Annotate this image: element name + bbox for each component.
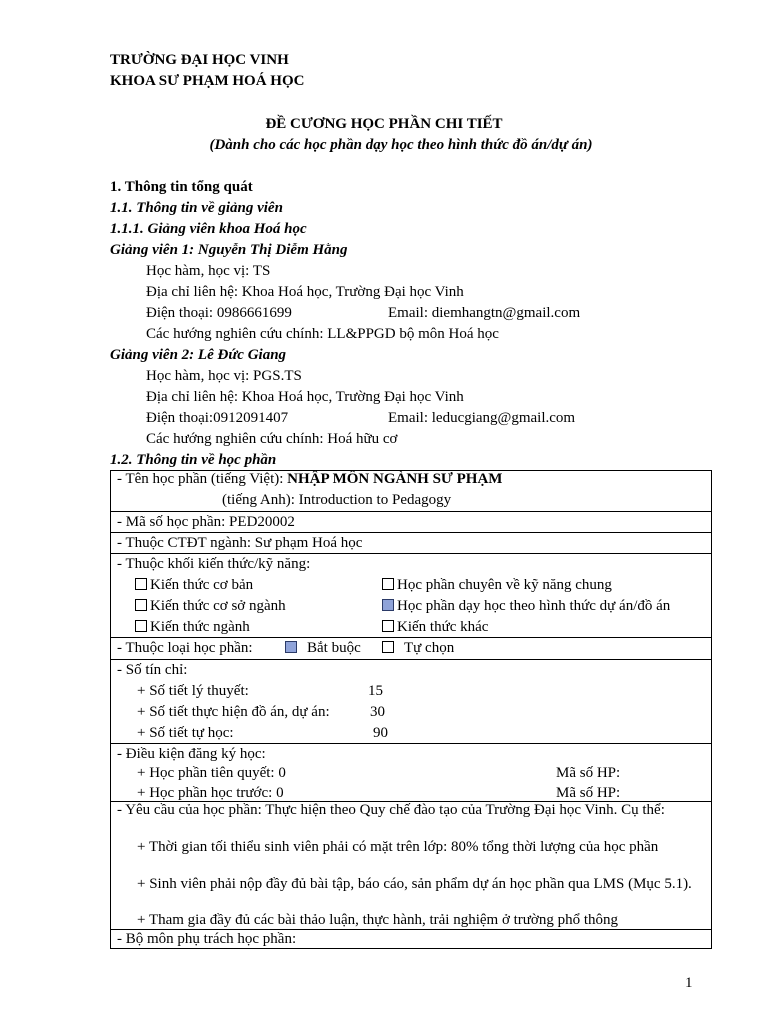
- lecturer-1-phone: Điện thoại: 0986661699: [146, 305, 292, 321]
- lecturer-2-degree: Học hàm, học vị: PGS.TS: [146, 368, 302, 384]
- knowledge-project-label: Học phần dạy học theo hình thức dự án/đồ án: [397, 598, 671, 614]
- knowledge-other-option: [382, 617, 488, 637]
- section-general-info: 1. Thông tin tổng quát: [110, 179, 253, 195]
- course-type-label: - Thuộc loại học phần:: [117, 640, 253, 656]
- knowledge-project-option: [382, 596, 670, 616]
- lecturer-2-heading: Giảng viên 2: Lê Đức Giang: [110, 347, 287, 363]
- knowledge-basic-label: Kiến thức cơ bản: [150, 577, 254, 593]
- knowledge-block-label: - Thuộc khối kiến thức/kỹ năng:: [117, 556, 311, 572]
- course-type-required-option: [285, 638, 361, 658]
- course-type-required-label: Bắt buộc: [307, 640, 361, 656]
- registration-label: - Điều kiện đăng ký học:: [117, 746, 266, 762]
- table-row-program: [110, 532, 712, 554]
- requirements-submission: + Sinh viên phải nộp đầy đủ bài tập, báo cáo, sản phẩm dự án học phần qua LMS (Mục 5.1).: [137, 876, 692, 892]
- lecturer-1-heading: Giảng viên 1: Nguyễn Thị Diễm Hằng: [110, 242, 348, 258]
- table-row-course-type: [110, 637, 712, 660]
- knowledge-major-checkbox[interactable]: [135, 620, 147, 632]
- credits-theory-value: 15: [368, 683, 383, 699]
- credits-project-label: + Số tiết thực hiện đồ án, dự án:: [137, 704, 330, 720]
- table-row-department: [110, 929, 712, 949]
- knowledge-skills-option: [382, 575, 612, 595]
- registration-prereq: + Học phần tiên quyết: 0: [137, 765, 286, 781]
- course-name-en: [222, 490, 451, 510]
- section-faculty-lecturers: 1.1.1. Giảng viên khoa Hoá học: [110, 221, 307, 237]
- course-program: - Thuộc CTĐT ngành: Sư phạm Hoá học: [117, 535, 363, 551]
- knowledge-foundation-checkbox[interactable]: [135, 599, 147, 611]
- lecturer-1-research: Các hướng nghiên cứu chính: LL&PPGD bộ môn Hoá học: [146, 326, 499, 342]
- course-type-required-checkbox[interactable]: [285, 641, 297, 653]
- knowledge-basic-option: [135, 575, 253, 595]
- knowledge-skills-label: Học phần chuyên về kỹ năng chung: [397, 577, 612, 593]
- course-type-elective-checkbox[interactable]: [382, 641, 394, 653]
- lecturer-1-degree: Học hàm, học vị: TS: [146, 263, 271, 279]
- knowledge-major-option: [135, 617, 250, 637]
- registration-prereq-code: Mã số HP:: [556, 765, 621, 781]
- knowledge-foundation-label: Kiến thức cơ sở ngành: [150, 598, 286, 614]
- section-lecturer-info: 1.1. Thông tin về giảng viên: [110, 200, 283, 216]
- table-row-knowledge-block: [110, 553, 712, 638]
- table-row-course-name: [110, 470, 712, 512]
- document-title: ĐỀ CƯƠNG HỌC PHẦN CHI TIẾT: [265, 116, 503, 132]
- knowledge-other-checkbox[interactable]: [382, 620, 394, 632]
- course-name-en-value: Introduction to Pedagogy: [298, 492, 452, 508]
- requirements-attendance: + Thời gian tối thiểu sinh viên phải có mặt trên lớp: 80% tổng thời lượng của học phần: [137, 839, 659, 855]
- credits-theory-label: + Số tiết lý thuyết:: [137, 683, 249, 699]
- course-type-elective-label: Tự chọn: [404, 640, 455, 656]
- lecturer-2-address: Địa chỉ liên hệ: Khoa Hoá học, Trường Đại học Vinh: [146, 389, 464, 405]
- knowledge-foundation-option: [135, 596, 286, 616]
- table-row-course-code: [110, 511, 712, 533]
- course-code: - Mã số học phần: PED20002: [117, 514, 295, 530]
- lecturer-1-address: Địa chỉ liên hệ: Khoa Hoá học, Trường Đại học Vinh: [146, 284, 464, 300]
- table-row-requirements: [110, 801, 712, 930]
- credits-self-value: 90: [373, 725, 388, 741]
- lecturer-2-phone: Điện thoại:0912091407: [146, 410, 289, 426]
- course-name-en-label: (tiếng Anh):: [222, 492, 299, 508]
- course-name-vi: [117, 469, 502, 489]
- faculty-name: KHOA SƯ PHẠM HOÁ HỌC: [110, 73, 305, 89]
- requirements-participation: + Tham gia đầy đủ các bài thảo luận, thực hành, trải nghiệm ở trường phổ thông: [137, 912, 619, 928]
- registration-before-code: Mã số HP:: [556, 785, 621, 801]
- lecturer-2-email: Email: leducgiang@gmail.com: [388, 410, 576, 426]
- credits-self-label: + Số tiết tự học:: [137, 725, 234, 741]
- course-name-vi-value: NHẬP MÔN NGÀNH SƯ PHẠM: [287, 471, 503, 487]
- knowledge-skills-checkbox[interactable]: [382, 578, 394, 590]
- knowledge-major-label: Kiến thức ngành: [150, 619, 250, 635]
- course-type-elective-option: [382, 638, 454, 658]
- table-row-credits: [110, 659, 712, 744]
- knowledge-other-label: Kiến thức khác: [397, 619, 489, 635]
- section-course-info: 1.2. Thông tin về học phần: [110, 452, 277, 468]
- credits-project-value: 30: [370, 704, 385, 720]
- lecturer-2-research: Các hướng nghiên cứu chính: Hoá hữu cơ: [146, 431, 398, 447]
- document-subtitle: (Dành cho các học phần dạy học theo hình thức đồ án/dự án): [209, 137, 593, 153]
- department-label: - Bộ môn phụ trách học phần:: [117, 931, 297, 947]
- registration-before: + Học phần học trước: 0: [137, 785, 284, 801]
- knowledge-basic-checkbox[interactable]: [135, 578, 147, 590]
- requirements-intro: - Yêu cầu của học phần: Thực hiện theo Quy chế đào tạo của Trường Đại học Vinh. Cụ thể:: [117, 802, 665, 818]
- university-name: TRƯỜNG ĐẠI HỌC VINH: [110, 52, 289, 68]
- lecturer-1-email: Email: diemhangtn@gmail.com: [388, 305, 581, 321]
- page-number: 1: [685, 975, 693, 991]
- knowledge-project-checkbox[interactable]: [382, 599, 394, 611]
- table-row-registration: [110, 743, 712, 802]
- credits-label: - Số tín chỉ:: [117, 662, 188, 678]
- course-name-vi-label: - Tên học phần (tiếng Việt):: [117, 471, 288, 487]
